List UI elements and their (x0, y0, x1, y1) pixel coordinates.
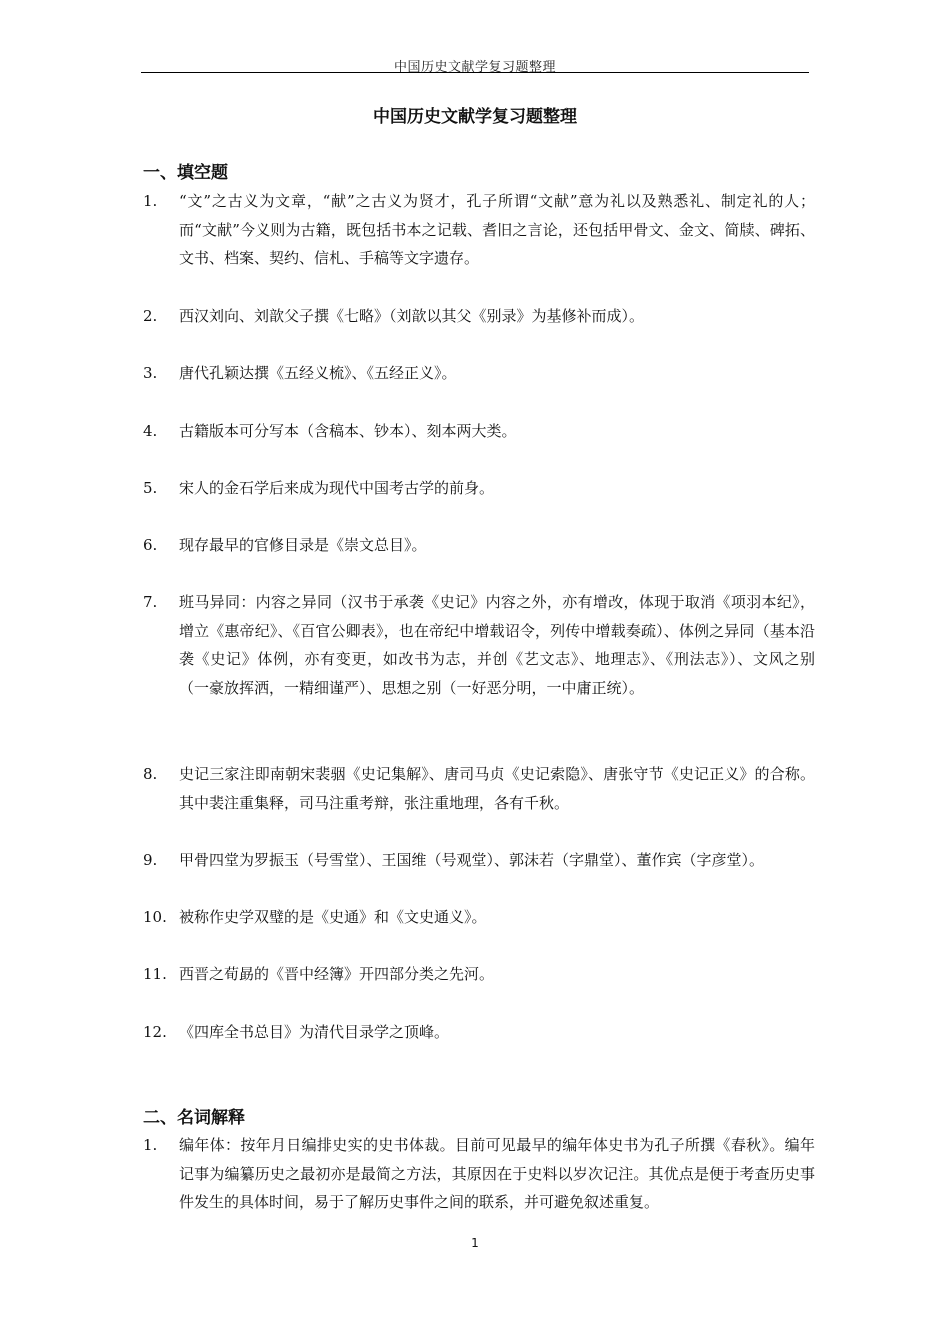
item-text: 唐代孔颖达撰《五经义梳》、《五经正义》。 (179, 364, 457, 382)
item-number: 8. (143, 765, 158, 783)
item-number: 7. (143, 593, 158, 611)
item-number: 11. (143, 965, 167, 983)
list-item (143, 187, 815, 273)
item-text: 现存最早的官修目录是《崇文总目》。 (179, 536, 427, 554)
item-text: “文”之古义为文章，“献”之古义为贤才，孔子所谓“文献”意为礼以及熟悉礼、制定礼的人；而“文献”今义则为古籍，既包括书本之记载、耆旧之言论，还包括甲骨文、金文、简牍、碑拓、文书、档案、契约、信札、手稿等文字遗存。 (179, 192, 815, 268)
list-item (143, 1018, 815, 1047)
item-number: 3. (143, 364, 158, 382)
list-item (143, 760, 815, 817)
section-heading-fill-in: 一、填空题 (143, 163, 228, 183)
item-text: 西汉刘向、刘歆父子撰《七略》（刘歆以其父《别录》为基修补而成）。 (179, 307, 645, 325)
item-number: 1. (143, 192, 158, 210)
item-number: 12. (143, 1023, 167, 1041)
document-title: 中国历史文献学复习题整理 (373, 107, 577, 127)
list-item (143, 903, 815, 932)
item-text: 史记三家注即南朝宋裴骃《史记集解》、唐司马贞《史记索隐》、唐张守节《史记正义》的合称。其中裴注重集释，司马注重考辩，张注重地理，各有千秋。 (179, 765, 815, 812)
list-item (143, 1131, 815, 1217)
section-heading-terms: 二、名词解释 (143, 1108, 245, 1128)
item-number: 9. (143, 851, 158, 869)
header-rule (141, 72, 809, 73)
item-number: 1. (143, 1136, 158, 1154)
item-number: 10. (143, 908, 167, 926)
item-number: 6. (143, 536, 158, 554)
item-text: 编年体：按年月日编排史实的史书体裁。目前可见最早的编年体史书为孔子所撰《春秋》。编年记事为编纂历史之最初亦是最简之方法，其原因在于史料以岁次记注。其优点是便于考查历史事件发生的具体时间，易于了解历史事件之间的联系，并可避免叙述重复。 (179, 1136, 815, 1212)
list-item (143, 417, 815, 446)
item-number: 5. (143, 479, 158, 497)
list-item (143, 960, 815, 989)
item-text: 古籍版本可分写本（含稿本、钞本）、刻本两大类。 (179, 422, 517, 440)
item-text: 《四库全书总目》为清代目录学之顶峰。 (179, 1023, 450, 1041)
list-item (143, 588, 815, 702)
list-item (143, 302, 815, 331)
item-text: 甲骨四堂为罗振玉（号雪堂）、王国维（号观堂）、郭沫若（字鼎堂）、董作宾（字彦堂）。 (179, 851, 765, 869)
item-text: 宋人的金石学后来成为现代中国考古学的前身。 (179, 479, 495, 497)
item-number: 4. (143, 422, 158, 440)
item-text: 被称作史学双璧的是《史通》和《文史通义》。 (179, 908, 487, 926)
list-item (143, 531, 815, 560)
list-item (143, 846, 815, 875)
item-number: 2. (143, 307, 158, 325)
page-number: 1 (471, 1236, 479, 1250)
item-text: 班马异同：内容之异同（汉书于承袭《史记》内容之外，亦有增改，体现于取消《项羽本纪》，增立《惠帝纪》、《百官公卿表》，也在帝纪中增载诏令，列传中增载奏疏）、体例之异同（基本沿袭《史记》体例，亦有变更，如改书为志，并创《艺文志》、地理志》、《刑法志》）、文风之别（一豪放挥洒，一精细谨严）、思想之别（一好恶分明，一中庸正统）。 (179, 593, 815, 697)
list-item (143, 359, 815, 388)
list-item (143, 474, 815, 503)
running-header: 中国历史文献学复习题整理 (393, 60, 556, 75)
item-text: 西晋之荀勗的《晋中经簿》开四部分类之先河。 (179, 965, 495, 983)
